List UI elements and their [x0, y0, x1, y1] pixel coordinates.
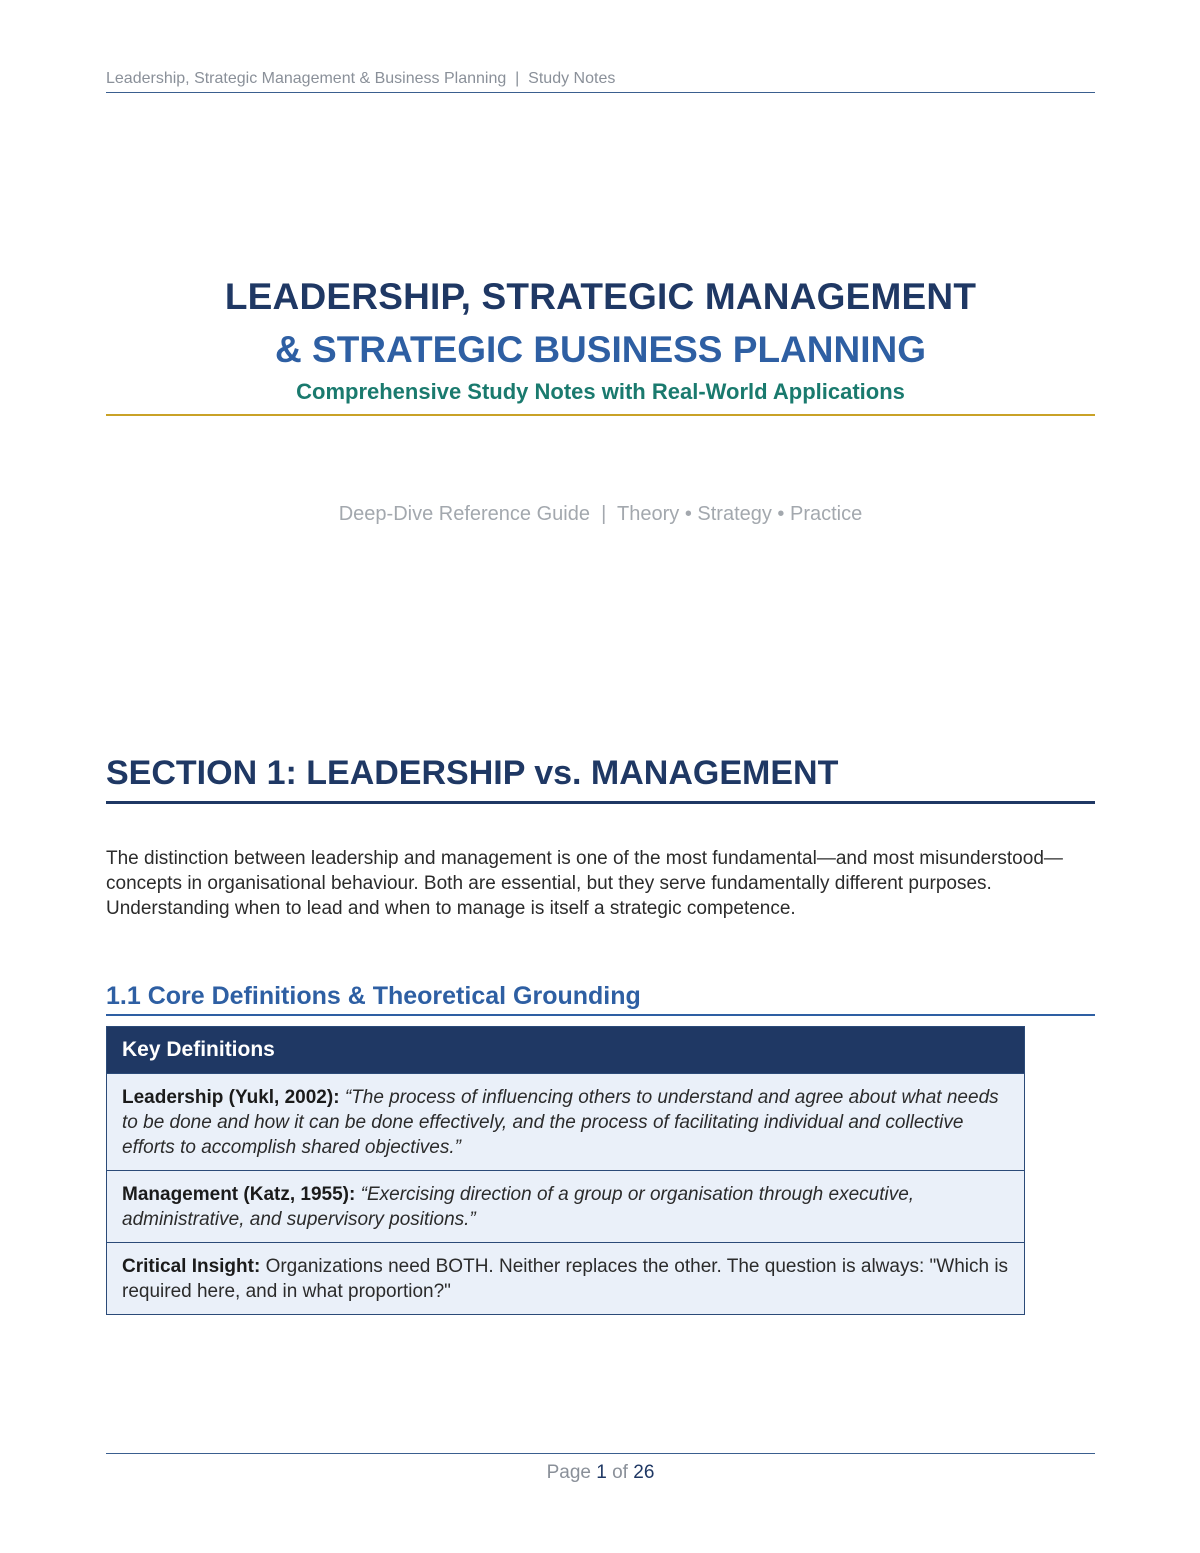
- tagline-text: Deep-Dive Reference Guide | Theory • Strategy • Practice: [338, 503, 863, 525]
- page-footer: [106, 1462, 1095, 1484]
- page-label: Page: [546, 1462, 591, 1483]
- definition-text: “The process of influencing others to understand and agree about what needs to be done and how it can be done effectively, and the process of facilitating individual and collective efforts to accomplish shared objectives.”: [122, 1087, 999, 1158]
- section-heading: SECTION 1: LEADERSHIP vs. MANAGEMENT: [106, 754, 1095, 804]
- cover-tagline: [106, 503, 1095, 526]
- definition-row-critical-insight: [107, 1242, 1024, 1314]
- document-title-line-2: & STRATEGIC BUSINESS PLANNING: [275, 329, 926, 370]
- of-label: of: [612, 1462, 628, 1483]
- document-subtitle: Comprehensive Study Notes with Real-World Applications: [296, 379, 905, 404]
- total-pages: 26: [633, 1462, 655, 1483]
- key-definitions-header: Key Definitions: [107, 1027, 1024, 1073]
- subsection-heading: 1.1 Core Definitions & Theoretical Grounding: [106, 982, 1095, 1016]
- page-number: 1: [596, 1462, 607, 1483]
- definition-term: Critical Insight:: [122, 1256, 261, 1277]
- running-header: [106, 70, 1095, 93]
- definition-row-leadership: [107, 1073, 1024, 1170]
- document-title-line-1: LEADERSHIP, STRATEGIC MANAGEMENT: [224, 276, 977, 317]
- definition-term: Leadership (Yukl, 2002):: [122, 1087, 340, 1108]
- title-divider: [106, 414, 1095, 416]
- definition-row-management: [107, 1170, 1024, 1242]
- key-definitions-box: [106, 1026, 1025, 1315]
- definition-term: Management (Katz, 1955):: [122, 1184, 356, 1205]
- definition-text: Organizations need BOTH. Neither replaces the other. The question is always: "Which is required here, and in what proportion?": [122, 1256, 1009, 1302]
- definition-text: “Exercising direction of a group or organisation through executive, administrative, and supervisory positions.”: [122, 1184, 915, 1230]
- running-header-text: Leadership, Strategic Management & Business Planning | Study Notes: [106, 70, 616, 87]
- section-intro-paragraph: The distinction between leadership and management is one of the most fundamental—and most misunderstood—concepts in organisational behaviour. Both are essential, but they serve fundamentally different purposes. Understanding when to lead and when to manage is itself a strategic competence.: [106, 848, 1063, 919]
- footer-divider: [106, 1453, 1095, 1454]
- cover-title-block: [106, 273, 1095, 407]
